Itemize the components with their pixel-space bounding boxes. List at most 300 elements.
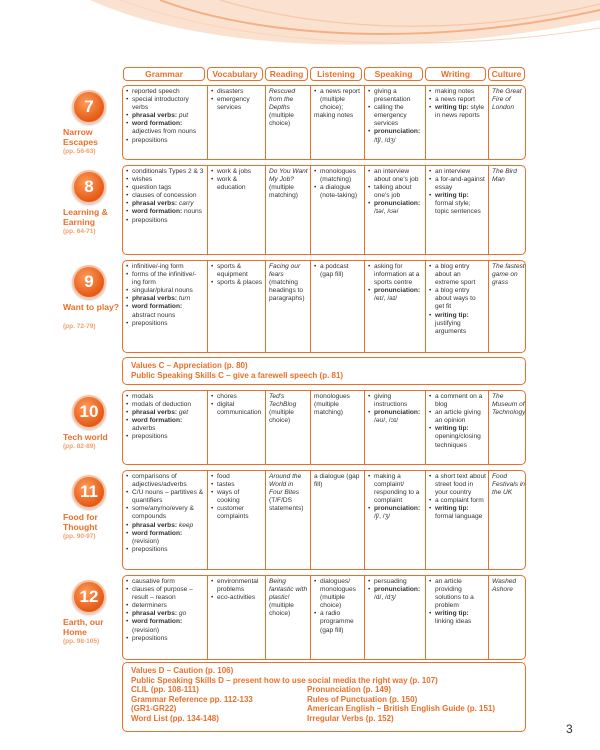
cell-listening <box>310 261 364 352</box>
item-text: an interview <box>435 168 471 175</box>
item-text: a complaint form <box>435 497 484 505</box>
culture-text: The Museum of Technology <box>492 393 526 417</box>
item-text: determiners <box>132 602 167 610</box>
item-text: persuading <box>374 578 407 585</box>
item-text: formal style; topic sentences <box>435 200 481 216</box>
item-text: tastes <box>217 481 235 489</box>
item-label: writing tip: <box>435 104 471 112</box>
item-text: ways of cooking <box>217 489 240 505</box>
cell-speaking <box>364 471 425 569</box>
cell-listening <box>310 576 364 659</box>
list-item <box>126 489 205 505</box>
list-item <box>314 473 362 489</box>
item-text: a blog entry about ways to get fit <box>435 287 476 311</box>
item-text: nouns <box>184 208 202 216</box>
cell-writing <box>425 576 488 659</box>
item-text: work & education <box>217 176 246 192</box>
item-text: forms of the infinitive/-ing form <box>132 271 197 287</box>
unit-title-8: Learning & Earning <box>63 207 108 227</box>
item-text: (revision) <box>132 626 160 634</box>
list-item <box>126 578 205 586</box>
unit-pages-12: (pp. 98-105) <box>63 638 100 645</box>
item-text: a radio programme (gap fill) <box>320 610 354 634</box>
item-label: word formation: <box>132 303 183 311</box>
unit-badge-11: 11 <box>72 475 106 509</box>
vocabulary-list <box>211 263 263 287</box>
list-item <box>126 530 205 546</box>
cell-reading <box>265 391 310 464</box>
values-d-box <box>122 662 526 732</box>
item-text: dialogues/ monologues (multiple choice) <box>320 578 356 610</box>
writing-list <box>429 393 486 450</box>
cell-listening <box>310 391 364 464</box>
item-italic: turn <box>178 295 191 303</box>
item-text: /eɪ/, /aɪ/ <box>374 295 398 303</box>
item-text: wishes <box>132 176 153 184</box>
list-item <box>314 263 362 279</box>
cell-vocabulary <box>207 166 265 254</box>
culture-text: The fastest game on grass <box>492 263 525 287</box>
cell-speaking <box>364 261 425 352</box>
item-label: writing tip: <box>435 192 469 200</box>
item-text: talking about one's job <box>374 184 412 200</box>
item-text: clauses of concession <box>132 192 197 200</box>
unit-pages-7: (pp. 56-63) <box>63 148 96 155</box>
item-text: calling the emergency services <box>374 104 407 128</box>
reading-note: (matching headings to paragraphs) <box>269 279 305 303</box>
speaking-list <box>368 578 423 602</box>
reference-item: CLIL (pp. 108-111) <box>131 685 199 694</box>
item-text: asking for information at a sports centre <box>374 263 420 287</box>
list-item <box>126 184 205 192</box>
listening-list <box>314 88 362 120</box>
list-item <box>211 279 263 287</box>
unit-title-9: Want to play? <box>63 302 120 312</box>
unit-badge-7: 7 <box>72 90 106 124</box>
list-item <box>126 505 205 521</box>
unit-pages-8: (pp. 64-71) <box>63 228 96 235</box>
item-text: an interview about one's job <box>374 168 419 184</box>
header-vocabulary: Vocabulary <box>207 67 263 81</box>
speaking-list <box>368 393 423 425</box>
page-number: 3 <box>566 722 573 736</box>
item-text: justifying arguments <box>435 319 467 335</box>
grammar-list <box>126 168 205 225</box>
item-text: adjectives from nouns <box>132 128 197 136</box>
item-text: making a complaint/ responding to a complaint <box>374 473 420 505</box>
item-text: disasters <box>217 88 244 95</box>
list-item <box>126 409 205 417</box>
item-text: reported speech <box>132 88 180 95</box>
list-item <box>314 112 362 120</box>
item-text: prepositions <box>132 634 168 642</box>
unit-badge-9: 9 <box>72 265 106 299</box>
unit-badge-12: 12 <box>72 580 106 614</box>
item-text: sports & equipment <box>217 263 248 279</box>
item-text: modals <box>132 393 154 400</box>
grammar-list <box>126 263 205 328</box>
list-item <box>429 610 486 626</box>
values-d-line: Values D – Caution (p. 106) <box>131 666 234 675</box>
cell-reading <box>265 471 310 569</box>
item-label: writing tip: <box>435 610 469 618</box>
grammar-list <box>126 473 205 554</box>
list-item <box>368 586 423 602</box>
unit-title-10: Tech world <box>63 432 108 442</box>
reading-title: Being fantastic with plastic! <box>269 578 308 602</box>
reference-item: Pronunciation (p. 149) <box>307 685 392 694</box>
cell-vocabulary <box>207 471 265 569</box>
header-writing: Writing <box>425 67 486 81</box>
cell-speaking <box>364 166 425 254</box>
item-text: /ɪə/, /ʊə/ <box>374 208 399 216</box>
list-item <box>429 473 486 497</box>
list-item <box>126 88 205 96</box>
reading-note: (T/F/DS statements) <box>269 497 304 513</box>
writing-list <box>429 88 486 120</box>
unit-badge-10: 10 <box>72 395 106 429</box>
item-text: chores <box>217 393 237 400</box>
cell-grammar <box>123 261 207 352</box>
culture-text: The Bird Man <box>492 168 517 184</box>
vocabulary-list <box>211 578 263 602</box>
unit-row-7 <box>122 85 526 160</box>
list-item <box>429 409 486 425</box>
listening-list <box>314 578 362 635</box>
list-item <box>314 184 362 200</box>
list-item <box>429 497 486 505</box>
cell-writing <box>425 261 488 352</box>
reference-left-list <box>131 685 307 723</box>
reference-item: Word List (pp. 134-148) <box>131 713 219 723</box>
item-text: prepositions <box>132 136 168 144</box>
item-text: (revision) <box>132 537 160 545</box>
item-text: comparisons of adjectives/adverbs <box>132 473 187 489</box>
item-text: causative form <box>132 578 175 585</box>
item-italic: go <box>178 610 187 618</box>
item-text: singular/plural nouns <box>132 287 193 295</box>
list-item <box>429 192 486 216</box>
grammar-list <box>126 393 205 442</box>
item-label: phrasal verbs: <box>132 112 179 120</box>
item-text: /ʃ/, /ʒ/ <box>374 513 391 521</box>
item-text: conditionals Types 2 & 3 <box>132 168 204 175</box>
values-c-box <box>122 357 526 385</box>
listening-list <box>314 393 362 417</box>
reference-right-list <box>307 685 495 723</box>
listening-list <box>314 168 362 200</box>
cell-writing <box>425 471 488 569</box>
cell-culture <box>488 391 527 464</box>
cell-reading <box>265 261 310 352</box>
writing-list <box>429 578 486 627</box>
reference-item: (GR1-GR22) <box>131 704 177 713</box>
item-italic: keep <box>178 521 194 529</box>
item-text: a dialogue (gap fill) <box>314 473 360 489</box>
list-item <box>368 393 423 409</box>
item-text: a podcast (gap fill) <box>320 263 349 279</box>
item-label: pronunciation: <box>374 586 421 594</box>
list-item <box>126 217 205 225</box>
item-text: adverbs <box>132 425 156 433</box>
item-text: a dialogue (note-taking) <box>320 184 358 200</box>
item-label: word formation: <box>132 529 183 537</box>
list-item <box>368 168 423 184</box>
list-item <box>429 287 486 311</box>
list-item <box>126 112 205 120</box>
list-item <box>126 320 205 328</box>
unit-row-8 <box>122 165 526 255</box>
list-item <box>126 295 205 303</box>
list-item <box>211 473 263 481</box>
vocabulary-list <box>211 473 263 522</box>
cell-grammar <box>123 471 207 569</box>
cell-speaking <box>364 86 425 159</box>
item-text: an article providing solutions to a problem <box>435 578 474 610</box>
list-item <box>368 88 423 104</box>
cell-listening <box>310 166 364 254</box>
item-text: question tags <box>132 184 172 192</box>
cell-culture <box>488 471 527 569</box>
list-item <box>126 417 205 433</box>
list-item <box>429 168 486 176</box>
item-italic: carry <box>178 200 194 208</box>
item-text: an article giving an opinion <box>435 409 481 425</box>
list-item <box>211 594 263 602</box>
reading-note: (multiple choice) <box>269 112 294 128</box>
writing-list <box>429 168 486 217</box>
list-item <box>126 522 205 530</box>
item-italic: put <box>178 112 189 120</box>
cell-culture <box>488 261 527 352</box>
item-text: a comment on a blog <box>435 393 483 409</box>
item-label: pronunciation: <box>374 200 421 208</box>
item-text: some/any/no/every & compounds <box>132 505 194 521</box>
list-item <box>368 505 423 521</box>
header-grammar: Grammar <box>123 67 205 81</box>
list-item <box>429 578 486 610</box>
cell-writing <box>425 86 488 159</box>
item-text: making notes <box>314 112 354 120</box>
unit-row-12 <box>122 575 526 660</box>
list-item <box>126 401 205 409</box>
unit-title-11: Food for Thought <box>63 512 98 532</box>
list-item <box>211 168 263 176</box>
unit-pages-9: (pp. 72-79) <box>63 323 96 330</box>
speaking-list <box>368 88 423 145</box>
list-item <box>126 96 205 112</box>
cell-vocabulary <box>207 576 265 659</box>
item-text: making notes <box>435 88 475 95</box>
item-label: pronunciation: <box>374 505 421 513</box>
cell-writing <box>425 166 488 254</box>
header-culture: Culture <box>488 67 525 81</box>
listening-list <box>314 263 362 279</box>
list-item <box>429 88 486 96</box>
item-label: writing tip: <box>435 425 469 433</box>
reading-title: Do You Want My Job? <box>269 168 308 184</box>
cell-grammar <box>123 391 207 464</box>
item-text: digital communication <box>217 401 262 417</box>
cell-listening <box>310 86 364 159</box>
list-item <box>211 481 263 489</box>
cell-speaking <box>364 576 425 659</box>
culture-text: Food Festivals in the UK <box>492 473 525 497</box>
vocabulary-list <box>211 168 263 192</box>
item-text: customer complaints <box>217 505 249 521</box>
list-item <box>126 610 205 618</box>
list-item <box>126 176 205 184</box>
listening-list <box>314 473 362 489</box>
list-item <box>429 104 486 120</box>
unit-title-12: Earth, our Home <box>63 617 104 637</box>
list-item <box>429 393 486 409</box>
writing-list <box>429 263 486 336</box>
list-item <box>314 610 362 634</box>
unit-pages-10: (pp. 82-89) <box>63 443 96 450</box>
item-label: pronunciation: <box>374 409 421 417</box>
cell-vocabulary <box>207 391 265 464</box>
item-text: a for-and-against essay <box>435 176 485 192</box>
item-text: monologues (multiple matching) <box>314 393 350 417</box>
item-text: opening/closing techniques <box>435 433 481 449</box>
item-text: linking ideas <box>435 618 472 626</box>
reading-title: Facing our fears <box>269 263 301 279</box>
list-item <box>126 546 205 554</box>
list-item <box>429 425 486 449</box>
item-text: monologues (matching) <box>320 168 356 184</box>
cell-vocabulary <box>207 261 265 352</box>
reference-item: Rules of Punctuation (p. 150) <box>307 694 418 704</box>
item-label: writing tip: <box>435 505 469 513</box>
list-item <box>368 263 423 287</box>
list-item <box>126 303 205 319</box>
public-speaking-d-line: Public Speaking Skills D – present how to use social media the right way (p. 107) <box>131 675 438 685</box>
list-item <box>126 287 205 295</box>
list-item <box>126 208 205 216</box>
list-item <box>126 168 205 176</box>
cell-grammar <box>123 576 207 659</box>
writing-list <box>429 473 486 522</box>
item-text: a news report <box>435 96 475 104</box>
list-item <box>126 263 205 271</box>
item-text: prepositions <box>132 216 168 224</box>
item-label: word formation: <box>132 618 183 626</box>
list-item <box>368 184 423 200</box>
culture-text: Washed Ashore <box>492 578 517 594</box>
list-item <box>368 200 423 216</box>
list-item <box>126 473 205 489</box>
list-item <box>368 128 423 144</box>
list-item <box>126 120 205 136</box>
list-item <box>429 505 486 521</box>
values-c-line: Values C – Appreciation (p. 80) <box>131 361 248 370</box>
unit-row-10 <box>122 390 526 465</box>
cell-vocabulary <box>207 86 265 159</box>
reading-title: Around the World in Four Bites <box>269 473 302 497</box>
item-text: special introductory verbs <box>132 96 189 112</box>
item-text: infinitive/-ing form <box>132 263 184 270</box>
grammar-list <box>126 88 205 145</box>
cell-reading <box>265 166 310 254</box>
item-text: prepositions <box>132 433 168 441</box>
item-text: giving instructions <box>374 393 408 409</box>
reading-title: Rescued from the Depths <box>269 88 296 112</box>
item-text: formal language <box>435 513 483 521</box>
item-text: modals of deduction <box>132 401 192 409</box>
list-item <box>368 578 423 586</box>
item-label: word formation: <box>132 417 183 425</box>
item-label: pronunciation: <box>374 128 421 136</box>
list-item <box>211 96 263 112</box>
item-label: phrasal verbs: <box>132 409 179 417</box>
item-text: /əʊ/, /ɔɪ/ <box>374 417 399 425</box>
list-item <box>429 176 486 192</box>
reading-note: (multiple matching) <box>269 184 298 200</box>
cell-writing <box>425 391 488 464</box>
public-speaking-c-line: Public Speaking Skills C – give a farewell speech (p. 81) <box>131 370 344 380</box>
item-label: phrasal verbs: <box>132 200 179 208</box>
cell-culture <box>488 86 527 159</box>
list-item <box>314 393 362 417</box>
reference-item: Grammar Reference pp. 112-133 <box>131 694 253 704</box>
cell-grammar <box>123 166 207 254</box>
list-item <box>211 88 263 96</box>
list-item <box>126 635 205 643</box>
list-item <box>211 393 263 401</box>
item-text: prepositions <box>132 545 168 553</box>
list-item <box>368 473 423 505</box>
list-item <box>126 393 205 401</box>
item-text: emergency services <box>217 96 250 112</box>
cell-culture <box>488 576 527 659</box>
list-item <box>126 271 205 287</box>
item-text: giving a presentation <box>374 88 411 104</box>
list-item <box>211 505 263 521</box>
reference-item: American English – British English Guide (p. 151) <box>307 704 496 713</box>
list-item <box>126 192 205 200</box>
list-item <box>211 489 263 505</box>
list-item <box>368 104 423 128</box>
item-italic: get <box>178 409 189 417</box>
item-text: /d/, /dʒ/ <box>374 594 396 602</box>
cell-reading <box>265 576 310 659</box>
list-item <box>429 96 486 104</box>
cell-speaking <box>364 391 425 464</box>
speaking-list <box>368 168 423 217</box>
item-text: eco-activities <box>217 594 256 602</box>
list-item <box>429 263 486 287</box>
item-text: a blog entry about an extreme sport <box>435 263 476 287</box>
list-item <box>126 200 205 208</box>
item-text: environmental problems <box>217 578 259 594</box>
reading-note: (multiple choice) <box>269 602 294 618</box>
list-item <box>429 312 486 336</box>
item-text: /tʃ/, /dʒ/ <box>374 136 396 144</box>
cell-reading <box>265 86 310 159</box>
list-item <box>211 263 263 279</box>
header-reading: Reading <box>265 67 308 81</box>
item-label: phrasal verbs: <box>132 295 179 303</box>
list-item <box>368 409 423 425</box>
decorative-swoosh <box>0 0 600 70</box>
item-label: writing tip: <box>435 311 469 319</box>
list-item <box>314 578 362 610</box>
unit-row-9 <box>122 260 526 353</box>
item-text: style in news reports <box>435 104 485 120</box>
cell-grammar <box>123 86 207 159</box>
vocabulary-list <box>211 88 263 112</box>
